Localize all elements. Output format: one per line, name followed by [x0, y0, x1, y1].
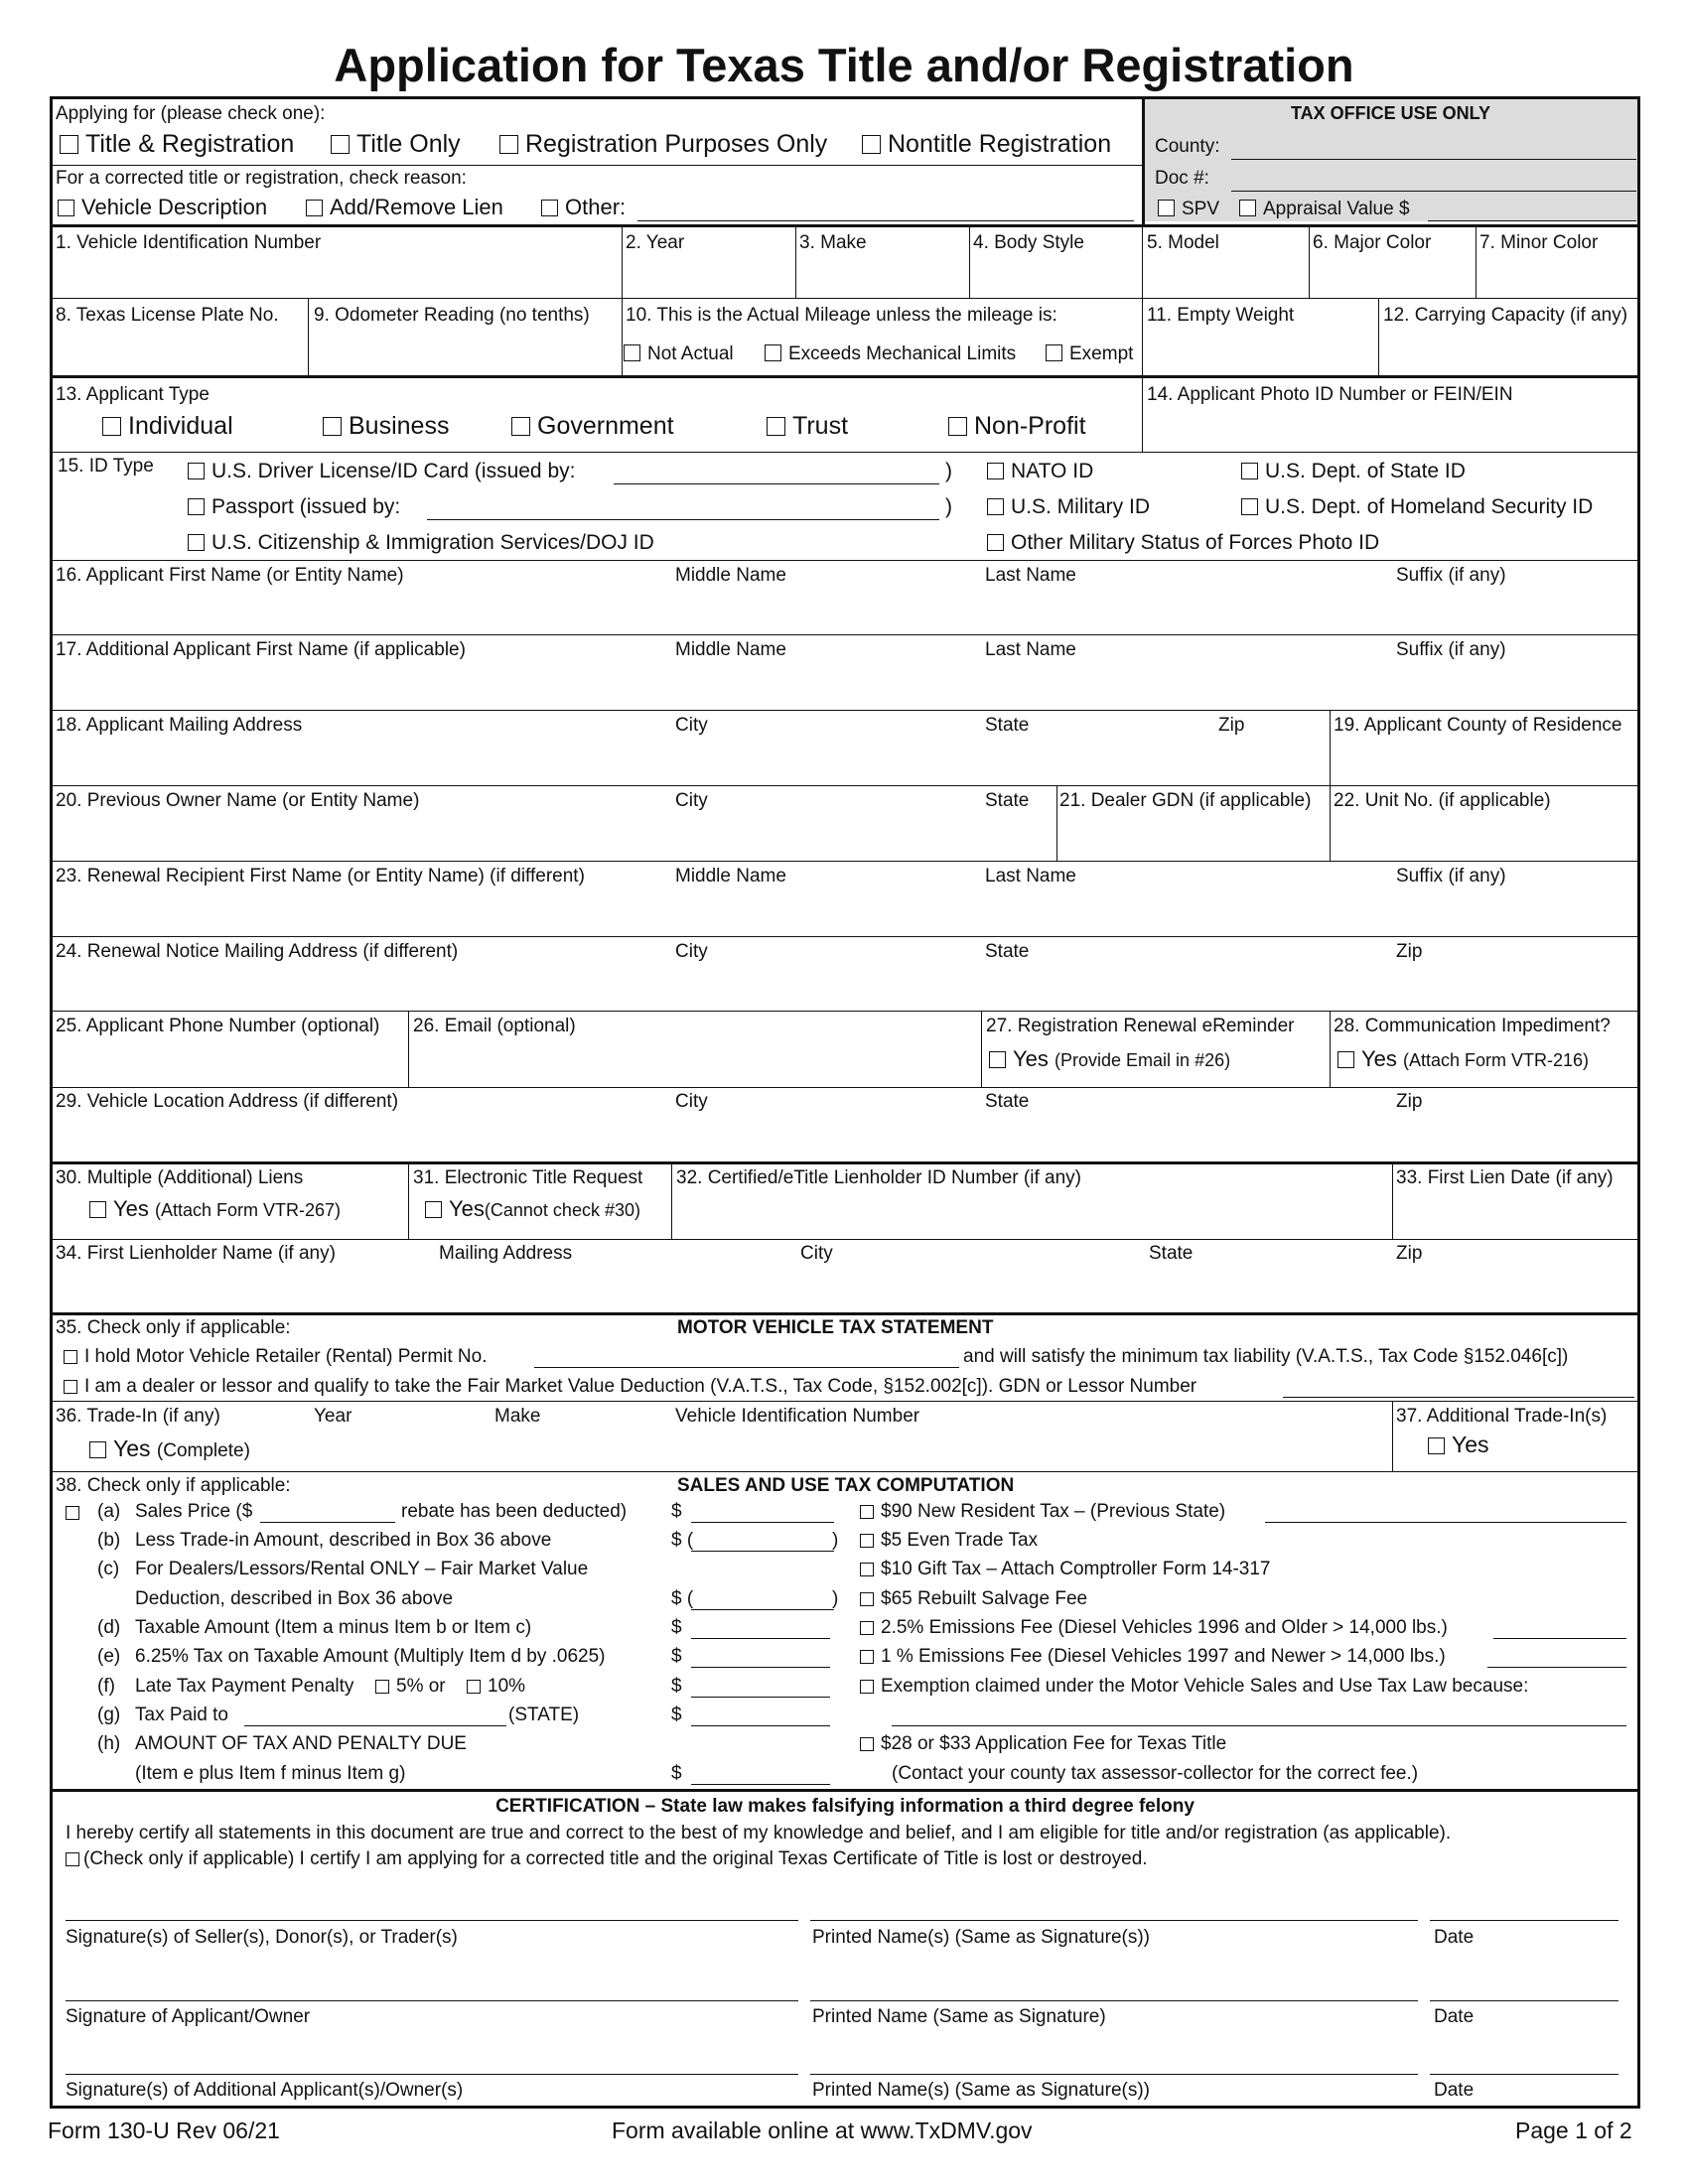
dollar: $ (	[671, 1588, 694, 1609]
type-business[interactable]: Business	[323, 412, 449, 441]
checkbox[interactable]	[860, 1621, 874, 1635]
divider	[52, 165, 1142, 166]
divider	[408, 1163, 409, 1239]
state-suffix: (STATE)	[508, 1705, 580, 1725]
checkbox[interactable]	[1241, 463, 1258, 479]
page-number: Page 1 of 2	[1515, 2117, 1632, 2143]
checkbox[interactable]	[1158, 200, 1175, 216]
state-label: State	[985, 941, 1030, 962]
state-label: State	[985, 1091, 1030, 1112]
rebuilt-salvage-fee[interactable]: $65 Rebuilt Salvage Fee	[860, 1588, 1087, 1610]
paren: )	[832, 1588, 839, 1609]
checkbox[interactable]	[64, 1380, 77, 1394]
trade-in-yes[interactable]: Yes (Complete)	[89, 1435, 250, 1462]
page-title: Application for Texas Title and/or Registration	[334, 39, 1354, 91]
city-label: City	[800, 1243, 833, 1264]
dl-issuer-line[interactable]	[614, 483, 939, 484]
spv-option[interactable]: SPV	[1158, 199, 1219, 220]
sales-tax-heading: SALES AND USE TAX COMPUTATION	[677, 1475, 1015, 1496]
state-line[interactable]	[244, 1725, 506, 1726]
field-9-odometer: 9. Odometer Reading (no tenths)	[314, 305, 590, 326]
additional-trade-yes[interactable]: Yes	[1428, 1432, 1489, 1457]
amount-e[interactable]	[691, 1667, 830, 1668]
divider	[52, 1312, 1638, 1315]
type-trust[interactable]: Trust	[767, 412, 848, 441]
mileage-exceeds[interactable]: Exceeds Mechanical Limits	[765, 343, 1016, 365]
checkbox[interactable]	[1337, 1051, 1354, 1068]
divider	[52, 560, 1638, 561]
state-label: State	[1149, 1243, 1194, 1264]
last-name-label: Last Name	[985, 565, 1076, 586]
permit-line[interactable]	[534, 1367, 959, 1368]
previous-state-line[interactable]	[1265, 1522, 1626, 1523]
divider	[52, 224, 1638, 227]
id-state-dept[interactable]: U.S. Dept. of State ID	[1241, 460, 1466, 483]
impediment-yes[interactable]: Yes (Attach Form VTR-216)	[1337, 1046, 1589, 1071]
amount-due-formula: (Item e plus Item f minus Item g)	[135, 1763, 406, 1784]
id-uscis[interactable]: U.S. Citizenship & Immigration Services/DOJ ID	[188, 531, 654, 555]
appraisal-option[interactable]: Appraisal Value $	[1239, 199, 1410, 220]
type-government[interactable]: Government	[511, 412, 674, 441]
checkbox[interactable]	[102, 417, 121, 436]
divider	[52, 1161, 1638, 1164]
applicant-printed-label: Printed Name (Same as Signature)	[812, 2006, 1106, 2027]
mileage-exempt[interactable]: Exempt	[1046, 343, 1133, 365]
exemption-claimed[interactable]: Exemption claimed under the Motor Vehicle Sales and Use Tax Law because:	[860, 1676, 1528, 1698]
divider	[1142, 225, 1143, 375]
checkbox[interactable]	[64, 1350, 77, 1364]
checkbox[interactable]	[499, 135, 518, 154]
form-number: Form 130-U Rev 06/21	[48, 2117, 280, 2143]
checkbox[interactable]	[541, 200, 558, 216]
divider	[622, 225, 623, 298]
suffix-label: Suffix (if any)	[1396, 565, 1506, 586]
electronic-title-yes[interactable]: Yes(Cannot check #30)	[425, 1196, 640, 1221]
field-1-vin: 1. Vehicle Identification Number	[56, 232, 322, 253]
dealer-lessor-option[interactable]: I am a dealer or lessor and qualify to take the Fair Market Value Deduction (V.A.T.S., Tax Code, §152.002[c]). GDN or Lessor Number	[64, 1376, 1196, 1398]
checkbox[interactable]	[767, 417, 785, 436]
city-label: City	[675, 1091, 708, 1112]
seller-printed-label: Printed Name(s) (Same as Signature(s))	[812, 1927, 1150, 1948]
checkbox[interactable]	[425, 1201, 442, 1218]
field-35-label: 35. Check only if applicable:	[56, 1317, 291, 1338]
city-label: City	[675, 715, 708, 736]
field-2-year: 2. Year	[626, 232, 685, 253]
field-23-renewal-recipient: 23. Renewal Recipient First Name (or Entity Name) (if different)	[56, 866, 585, 887]
divider	[1142, 376, 1143, 452]
field-25-phone: 25. Applicant Phone Number (optional)	[56, 1016, 380, 1036]
applicant-signature-line[interactable]	[66, 2000, 798, 2001]
field-12-capacity: 12. Carrying Capacity (if any)	[1383, 305, 1628, 326]
checkbox[interactable]	[989, 1051, 1006, 1068]
checkbox[interactable]	[987, 534, 1004, 551]
additional-printed-line[interactable]	[810, 2074, 1418, 2075]
checkbox[interactable]	[860, 1534, 874, 1548]
checkbox[interactable]	[987, 498, 1004, 515]
field-34-lienholder-name: 34. First Lienholder Name (if any)	[56, 1243, 336, 1264]
new-resident-tax[interactable]: $90 New Resident Tax – (Previous State)	[860, 1501, 1225, 1523]
dollar: $	[671, 1501, 682, 1522]
amount-due-label: AMOUNT OF TAX AND PENALTY DUE	[135, 1733, 467, 1754]
additional-date-line[interactable]	[1430, 2074, 1618, 2075]
paren: )	[945, 495, 952, 518]
divider	[52, 1011, 1638, 1012]
county-label: County:	[1155, 136, 1220, 157]
suffix-label: Suffix (if any)	[1396, 639, 1506, 660]
checkbox[interactable]	[624, 344, 640, 361]
field-17-additional-applicant: 17. Additional Applicant First Name (if applicable)	[56, 639, 466, 660]
year-label: Year	[314, 1406, 352, 1427]
type-non-profit[interactable]: Non-Profit	[948, 412, 1086, 441]
divider	[52, 861, 1638, 862]
divider	[52, 298, 1638, 299]
field-37-additional-trade: 37. Additional Trade-In(s)	[1396, 1406, 1608, 1427]
paren: )	[832, 1530, 839, 1551]
gdn-line[interactable]	[1283, 1397, 1634, 1398]
id-homeland[interactable]: U.S. Dept. of Homeland Security ID	[1241, 495, 1593, 519]
state-label: State	[985, 790, 1030, 811]
item-b: (b)	[97, 1530, 121, 1551]
sales-price-label: Sales Price ($	[135, 1501, 253, 1522]
seller-date-line[interactable]	[1430, 1920, 1618, 1921]
checkbox[interactable]	[60, 135, 78, 154]
field-24-renewal-address: 24. Renewal Notice Mailing Address (if different)	[56, 941, 459, 962]
option-title-only[interactable]: Title Only	[331, 130, 461, 159]
fmv-label-2: Deduction, described in Box 36 above	[135, 1588, 454, 1609]
option-title-registration[interactable]: Title & Registration	[60, 130, 294, 159]
checkbox[interactable]	[860, 1592, 874, 1606]
divider	[1392, 1163, 1393, 1239]
field-33-lien-date: 33. First Lien Date (if any)	[1396, 1167, 1614, 1188]
option-registration-only[interactable]: Registration Purposes Only	[499, 130, 827, 159]
amount-b[interactable]	[691, 1551, 834, 1552]
date-label: Date	[1434, 2080, 1475, 2101]
exemption-line[interactable]	[892, 1725, 1626, 1726]
type-individual[interactable]: Individual	[102, 412, 233, 441]
checkbox[interactable]	[860, 1650, 874, 1664]
divider	[1056, 786, 1057, 861]
additional-signature-line[interactable]	[66, 2074, 798, 2075]
id-other-military[interactable]: Other Military Status of Forces Photo ID	[987, 531, 1379, 555]
checkbox[interactable]	[188, 463, 205, 479]
even-trade-tax[interactable]: $5 Even Trade Tax	[860, 1530, 1038, 1552]
field-15-id-type: 15. ID Type	[58, 456, 154, 477]
application-fee-note: (Contact your county tax assessor-collector for the correct fee.)	[892, 1763, 1419, 1784]
middle-name-label: Middle Name	[675, 565, 786, 586]
option-vehicle-description[interactable]: Vehicle Description	[58, 195, 267, 219]
id-nato[interactable]: NATO ID	[987, 460, 1093, 483]
mailing-address-label: Mailing Address	[439, 1243, 573, 1264]
other-line[interactable]	[637, 220, 1134, 221]
option-nontitle[interactable]: Nontitle Registration	[862, 130, 1111, 159]
checkbox[interactable]	[511, 417, 530, 436]
certification-heading: CERTIFICATION – State law makes falsifying information a third degree felony	[495, 1796, 1195, 1817]
sales-price-checkbox[interactable]	[66, 1506, 79, 1520]
county-line[interactable]	[1231, 159, 1636, 160]
field-10-mileage: 10. This is the Actual Mileage unless the mileage is:	[626, 305, 1057, 326]
checkbox[interactable]	[860, 1563, 874, 1576]
divider	[969, 225, 970, 298]
additional-signature-label: Signature(s) of Additional Applicant(s)/Owner(s)	[66, 2080, 464, 2101]
field-29-vehicle-location: 29. Vehicle Location Address (if different)	[56, 1091, 399, 1112]
application-fee[interactable]: $28 or $33 Application Fee for Texas Title	[860, 1733, 1226, 1755]
zip-label: Zip	[1396, 941, 1423, 962]
applicant-date-line[interactable]	[1430, 2000, 1618, 2001]
divider	[308, 299, 309, 375]
sales-price-line[interactable]	[260, 1522, 395, 1523]
field-30-multiple-liens: 30. Multiple (Additional) Liens	[56, 1167, 304, 1188]
dollar: $ (	[671, 1530, 694, 1551]
retailer-permit-option[interactable]: I hold Motor Vehicle Retailer (Rental) Permit No.	[64, 1346, 488, 1368]
divider	[1330, 786, 1331, 861]
emissions-fee-2-5[interactable]: 2.5% Emissions Fee (Diesel Vehicles 1996 and Older > 14,000 lbs.)	[860, 1617, 1448, 1639]
field-27-ereminder: 27. Registration Renewal eReminder	[986, 1016, 1295, 1036]
divider	[1330, 1012, 1331, 1087]
item-e: (e)	[97, 1646, 121, 1667]
emissions-line-1[interactable]	[1493, 1638, 1626, 1639]
amount-c[interactable]	[691, 1609, 834, 1610]
suffix-label: Suffix (if any)	[1396, 866, 1506, 887]
option-other[interactable]: Other:	[541, 195, 626, 219]
field-8-plate: 8. Texas License Plate No.	[56, 305, 279, 326]
divider	[52, 785, 1638, 786]
field-13-applicant-type: 13. Applicant Type	[56, 384, 210, 405]
make-label: Make	[494, 1406, 541, 1427]
checkbox[interactable]	[58, 200, 74, 216]
divider	[52, 1239, 1638, 1240]
applicant-signature-label: Signature of Applicant/Owner	[66, 2006, 311, 2027]
checkbox[interactable]	[188, 498, 205, 515]
field-36-trade-in: 36. Trade-In (if any)	[56, 1406, 220, 1427]
divider	[671, 1163, 672, 1239]
field-4-body: 4. Body Style	[973, 232, 1084, 253]
fmv-label: For Dealers/Lessors/Rental ONLY – Fair Market Value	[135, 1559, 589, 1579]
item-c: (c)	[97, 1559, 120, 1579]
divider	[52, 452, 1638, 453]
field-16-first-name: 16. Applicant First Name (or Entity Name)	[56, 565, 404, 586]
dollar: $	[671, 1676, 682, 1697]
field-22-unit-no: 22. Unit No. (if applicable)	[1334, 790, 1551, 811]
field-6-major-color: 6. Major Color	[1313, 232, 1432, 253]
field-14-photo-id: 14. Applicant Photo ID Number or FEIN/EIN	[1147, 384, 1513, 405]
divider	[622, 299, 623, 375]
checkbox[interactable]	[1428, 1437, 1445, 1454]
item-h: (h)	[97, 1733, 121, 1754]
field-7-minor-color: 7. Minor Color	[1479, 232, 1599, 253]
checkbox[interactable]	[323, 417, 342, 436]
middle-name-label: Middle Name	[675, 639, 786, 660]
doc-label: Doc #:	[1155, 168, 1209, 189]
taxable-amount-label: Taxable Amount (Item a minus Item b or Item c)	[135, 1617, 532, 1638]
zip-label: Zip	[1396, 1243, 1423, 1264]
trade-in-amount-label: Less Trade-in Amount, described in Box 36 above	[135, 1530, 552, 1551]
divider	[1392, 1402, 1393, 1471]
amount-g[interactable]	[691, 1725, 830, 1726]
zip-label: Zip	[1396, 1091, 1423, 1112]
checkbox[interactable]	[375, 1680, 389, 1694]
divider	[52, 634, 1638, 635]
divider	[408, 1012, 409, 1087]
seller-printed-line[interactable]	[810, 1920, 1418, 1921]
applying-for-label: Applying for (please check one):	[56, 103, 326, 124]
field-5-model: 5. Model	[1147, 232, 1219, 253]
seller-signature-line[interactable]	[66, 1920, 798, 1921]
date-label: Date	[1434, 2006, 1475, 2027]
divider	[1476, 225, 1477, 298]
emissions-fee-1[interactable]: 1 % Emissions Fee (Diesel Vehicles 1997 and Newer > 14,000 lbs.)	[860, 1646, 1446, 1668]
divider	[52, 936, 1638, 937]
dollar: $	[671, 1763, 682, 1784]
field-11-weight: 11. Empty Weight	[1147, 305, 1295, 326]
dollar: $	[671, 1646, 682, 1667]
tax-paid-label: Tax Paid to	[135, 1705, 228, 1725]
additional-printed-label: Printed Name(s) (Same as Signature(s))	[812, 2080, 1150, 2101]
checkbox[interactable]	[860, 1737, 874, 1751]
tax-office-title: TAX OFFICE USE ONLY	[1290, 103, 1491, 123]
state-label: State	[985, 715, 1030, 736]
id-military[interactable]: U.S. Military ID	[987, 495, 1150, 519]
multiple-liens-yes[interactable]: Yes (Attach Form VTR-267)	[89, 1196, 341, 1221]
paren: )	[945, 460, 952, 482]
checkbox[interactable]	[1239, 200, 1256, 216]
penalty-5[interactable]: 5% or	[375, 1676, 446, 1698]
applicant-printed-line[interactable]	[810, 2000, 1418, 2001]
checkbox[interactable]	[89, 1201, 106, 1218]
divider	[52, 710, 1638, 711]
mv-tax-heading: MOTOR VEHICLE TAX STATEMENT	[677, 1317, 994, 1338]
checkbox[interactable]	[331, 135, 350, 154]
amount-h[interactable]	[691, 1784, 830, 1785]
penalty-10[interactable]: 10%	[467, 1676, 525, 1698]
checkbox[interactable]	[765, 344, 781, 361]
field-19-county: 19. Applicant County of Residence	[1334, 715, 1622, 736]
divider	[981, 1012, 982, 1087]
checkbox[interactable]	[1241, 498, 1258, 515]
checkbox[interactable]	[66, 1852, 79, 1866]
dollar: $	[671, 1705, 682, 1725]
city-label: City	[675, 790, 708, 811]
field-3-make: 3. Make	[799, 232, 867, 253]
checkbox[interactable]	[862, 135, 881, 154]
checkbox[interactable]	[188, 534, 205, 551]
divider	[52, 375, 1638, 378]
vin-label: Vehicle Identification Number	[675, 1406, 920, 1427]
middle-name-label: Middle Name	[675, 866, 786, 887]
mileage-not-actual[interactable]: Not Actual	[624, 343, 734, 365]
field-26-email: 26. Email (optional)	[413, 1016, 576, 1036]
item-f: (f)	[97, 1676, 115, 1697]
option-add-remove-lien[interactable]: Add/Remove Lien	[306, 195, 503, 219]
form-online-link[interactable]: Form available online at www.TxDMV.gov	[612, 2117, 1033, 2143]
certification-text: I hereby certify all statements in this document are true and correct to the best of my knowledge and belief, and I am eligible for title and/or registration (as applicable).	[66, 1823, 1452, 1843]
passport-issuer-line[interactable]	[427, 519, 939, 520]
item-a: (a)	[97, 1501, 121, 1522]
divider	[52, 1471, 1638, 1472]
checkbox[interactable]	[467, 1680, 481, 1694]
field-28-impediment: 28. Communication Impediment?	[1334, 1016, 1611, 1036]
divider	[52, 1401, 1638, 1402]
item-d: (d)	[97, 1617, 121, 1638]
last-name-label: Last Name	[985, 866, 1076, 887]
item-g: (g)	[97, 1705, 121, 1725]
checkbox[interactable]	[987, 463, 1004, 479]
tax-label: 6.25% Tax on Taxable Amount (Multiply Item d by .0625)	[135, 1646, 606, 1667]
checkbox[interactable]	[306, 200, 323, 216]
divider	[1378, 299, 1379, 375]
id-passport[interactable]: Passport (issued by:	[188, 495, 400, 519]
divider	[52, 1087, 1638, 1088]
checkbox[interactable]	[1046, 344, 1062, 361]
city-label: City	[675, 941, 708, 962]
checkbox[interactable]	[860, 1680, 874, 1694]
field-31-electronic-title: 31. Electronic Title Request	[413, 1167, 643, 1188]
divider	[1330, 711, 1331, 785]
id-driver-license[interactable]: U.S. Driver License/ID Card (issued by:	[188, 460, 575, 483]
divider	[795, 225, 796, 298]
amount-a[interactable]	[691, 1522, 834, 1523]
date-label: Date	[1434, 1927, 1475, 1948]
appraisal-line[interactable]	[1428, 220, 1636, 221]
ereminder-yes[interactable]: Yes (Provide Email in #26)	[989, 1046, 1230, 1071]
retailer-permit-text: and will satisfy the minimum tax liability (V.A.T.S., Tax Code §152.046[c])	[963, 1346, 1569, 1367]
field-21-dealer-gdn: 21. Dealer GDN (if applicable)	[1059, 790, 1312, 811]
field-18-mailing-address: 18. Applicant Mailing Address	[56, 715, 303, 736]
corrected-label: For a corrected title or registration, check reason:	[56, 168, 467, 189]
checkbox[interactable]	[89, 1441, 106, 1458]
seller-signature-label: Signature(s) of Seller(s), Donor(s), or Trader(s)	[66, 1927, 458, 1948]
checkbox[interactable]	[860, 1505, 874, 1519]
emissions-line-2[interactable]	[1487, 1667, 1626, 1668]
amount-f[interactable]	[691, 1697, 830, 1698]
dollar: $	[671, 1617, 682, 1638]
zip-label: Zip	[1218, 715, 1245, 736]
penalty-label: Late Tax Payment Penalty	[135, 1676, 354, 1697]
field-38-label: 38. Check only if applicable:	[56, 1475, 291, 1496]
divider	[52, 1789, 1638, 1792]
rebate-label: rebate has been deducted)	[401, 1501, 628, 1522]
doc-line[interactable]	[1231, 191, 1636, 192]
corrected-title-option[interactable]: (Check only if applicable) I certify I am applying for a corrected title and the original Texas Certificate of Title is lost or destroyed.	[66, 1848, 1148, 1870]
field-32-lienholder-id: 32. Certified/eTitle Lienholder ID Number (if any)	[676, 1167, 1081, 1188]
divider	[1309, 225, 1310, 298]
gift-tax[interactable]: $10 Gift Tax – Attach Comptroller Form 14-317	[860, 1559, 1271, 1580]
amount-d[interactable]	[691, 1638, 830, 1639]
checkbox[interactable]	[948, 417, 967, 436]
last-name-label: Last Name	[985, 639, 1076, 660]
field-20-previous-owner: 20. Previous Owner Name (or Entity Name)	[56, 790, 420, 811]
